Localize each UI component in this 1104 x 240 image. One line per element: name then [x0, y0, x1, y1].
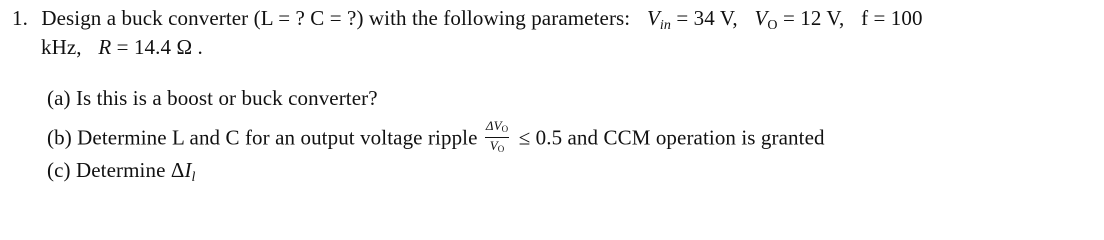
vo-symbol: V: [754, 6, 768, 30]
problem-number: 1.: [12, 6, 28, 30]
part-a: [47, 86, 378, 110]
current-symbol: I: [184, 158, 192, 182]
part-c-label: (c): [47, 158, 71, 182]
vo-term: [754, 6, 778, 33]
frequency: f = 100: [861, 6, 923, 30]
vin-symbol: V: [646, 6, 660, 30]
vin-subscript: in: [659, 18, 671, 33]
vin-value: = 34 V,: [676, 6, 738, 30]
ripple-fraction-denominator: VO: [489, 138, 505, 154]
part-b-text-after: ≤ 0.5 and CCM operation is granted: [518, 125, 825, 150]
r-symbol: R: [98, 35, 112, 59]
problem-line-2: [41, 35, 203, 59]
vin-term: [646, 6, 671, 33]
problem-intro: Design a buck converter (L = ? C = ?) with the following parameters:: [41, 6, 631, 30]
part-c: [47, 158, 196, 190]
part-b-label: (b): [47, 125, 72, 150]
part-a-label: (a): [47, 86, 71, 110]
problem-line-1: [12, 6, 923, 38]
part-a-text: Is this is a boost or buck converter?: [75, 86, 378, 110]
vo-value: = 12 V,: [782, 6, 845, 30]
part-b-text: Determine L and C for an output voltage ripple: [77, 125, 478, 150]
r-value: = 14.4 Ω .: [116, 35, 203, 59]
current-subscript: l: [191, 170, 196, 185]
ripple-fraction-numerator: ΔVO: [485, 119, 509, 138]
ripple-fraction: [485, 119, 509, 156]
part-b: [47, 118, 825, 158]
part-c-text: Determine Δ: [75, 158, 185, 182]
frequency-unit: kHz,: [41, 35, 82, 59]
vo-subscript: O: [767, 18, 778, 33]
